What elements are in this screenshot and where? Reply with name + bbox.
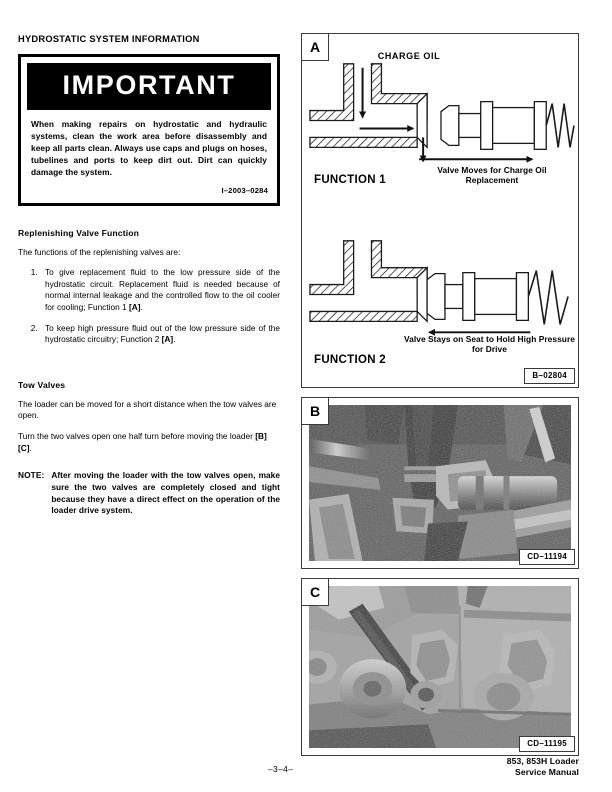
manual-identifier — [507, 756, 579, 778]
important-figure-code: I–2003–0284 — [221, 185, 268, 195]
list-item: 2. To keep high pressure fluid out of the low pressure side of the hydrostatic circuitry; Function 2 [A]. — [40, 323, 280, 346]
replenishing-valve-heading: Replenishing Valve Function — [18, 227, 140, 238]
list-item: 1. To give replacement fluid to the low pressure side of the hydrostatic circuit. Replacement fluid is needed because of normal internal leakage and the controlled flow to the oil cooler for cooling; Function 1 [A]. — [40, 267, 280, 313]
replenishing-intro-text: The functions of the replenishing valves are: — [18, 246, 181, 257]
function-2-caption: Valve Stays on Seat to Hold High Pressure for Drive — [403, 334, 575, 355]
manual-model: 853, 853H Loader — [506, 755, 579, 766]
figure-b-letter: B — [302, 398, 329, 425]
tow-valves-paragraph-1: The loader can be moved for a short distance when the tow valves are open. — [18, 398, 277, 421]
tow-valves-paragraph-2: Turn the two valves open one half turn before moving the loader [B] [C]. — [18, 431, 267, 453]
figure-a-letter: A — [302, 34, 329, 61]
important-body-text: When making repairs on hydrostatic and hydraulic systems, clean the work area before disassembly and keep all parts clean. Always use caps and plugs on hoses, tubelines and ports to keep dirt out. Dirt can quickly damage the system. — [31, 119, 267, 177]
figure-c-panel — [301, 578, 579, 756]
important-banner-label: IMPORTANT — [27, 63, 271, 110]
figure-a-code: B–02804 — [524, 368, 575, 384]
function-2-label: FUNCTION 2 — [314, 354, 386, 366]
figure-b-panel — [301, 397, 579, 569]
figure-a-panel — [301, 33, 579, 388]
note-text: After moving the loader with the tow valves open, make sure the two valves are completely closed and tight because they have a direct effect on the operation of the loader drive system. — [51, 470, 280, 516]
tow-valves-note — [18, 470, 280, 516]
important-callout — [18, 54, 280, 206]
replenishing-function-list — [18, 267, 280, 346]
function-1-diagram — [310, 64, 574, 161]
function-2-diagram — [310, 241, 568, 332]
text-column — [18, 34, 280, 517]
figure-b-code: CD–11194 — [519, 549, 575, 565]
manual-type: Service Manual — [515, 766, 579, 777]
figure-c-letter: C — [302, 579, 329, 606]
function-1-caption: Valve Moves for Charge Oil Replacement — [437, 165, 547, 186]
figure-b-photo — [309, 405, 571, 561]
tow-valves-section — [18, 380, 280, 517]
figure-c-code: CD–11195 — [519, 736, 575, 752]
note-label: NOTE: — [18, 470, 45, 481]
function-1-label: FUNCTION 1 — [314, 174, 386, 186]
page-title: HYDROSTATIC SYSTEM INFORMATION — [18, 34, 200, 44]
page-number: –3–4– — [268, 764, 294, 774]
tow-valves-heading: Tow Valves — [18, 379, 66, 390]
charge-oil-caption: CHARGE OIL — [377, 51, 441, 61]
figure-c-photo — [309, 586, 571, 748]
